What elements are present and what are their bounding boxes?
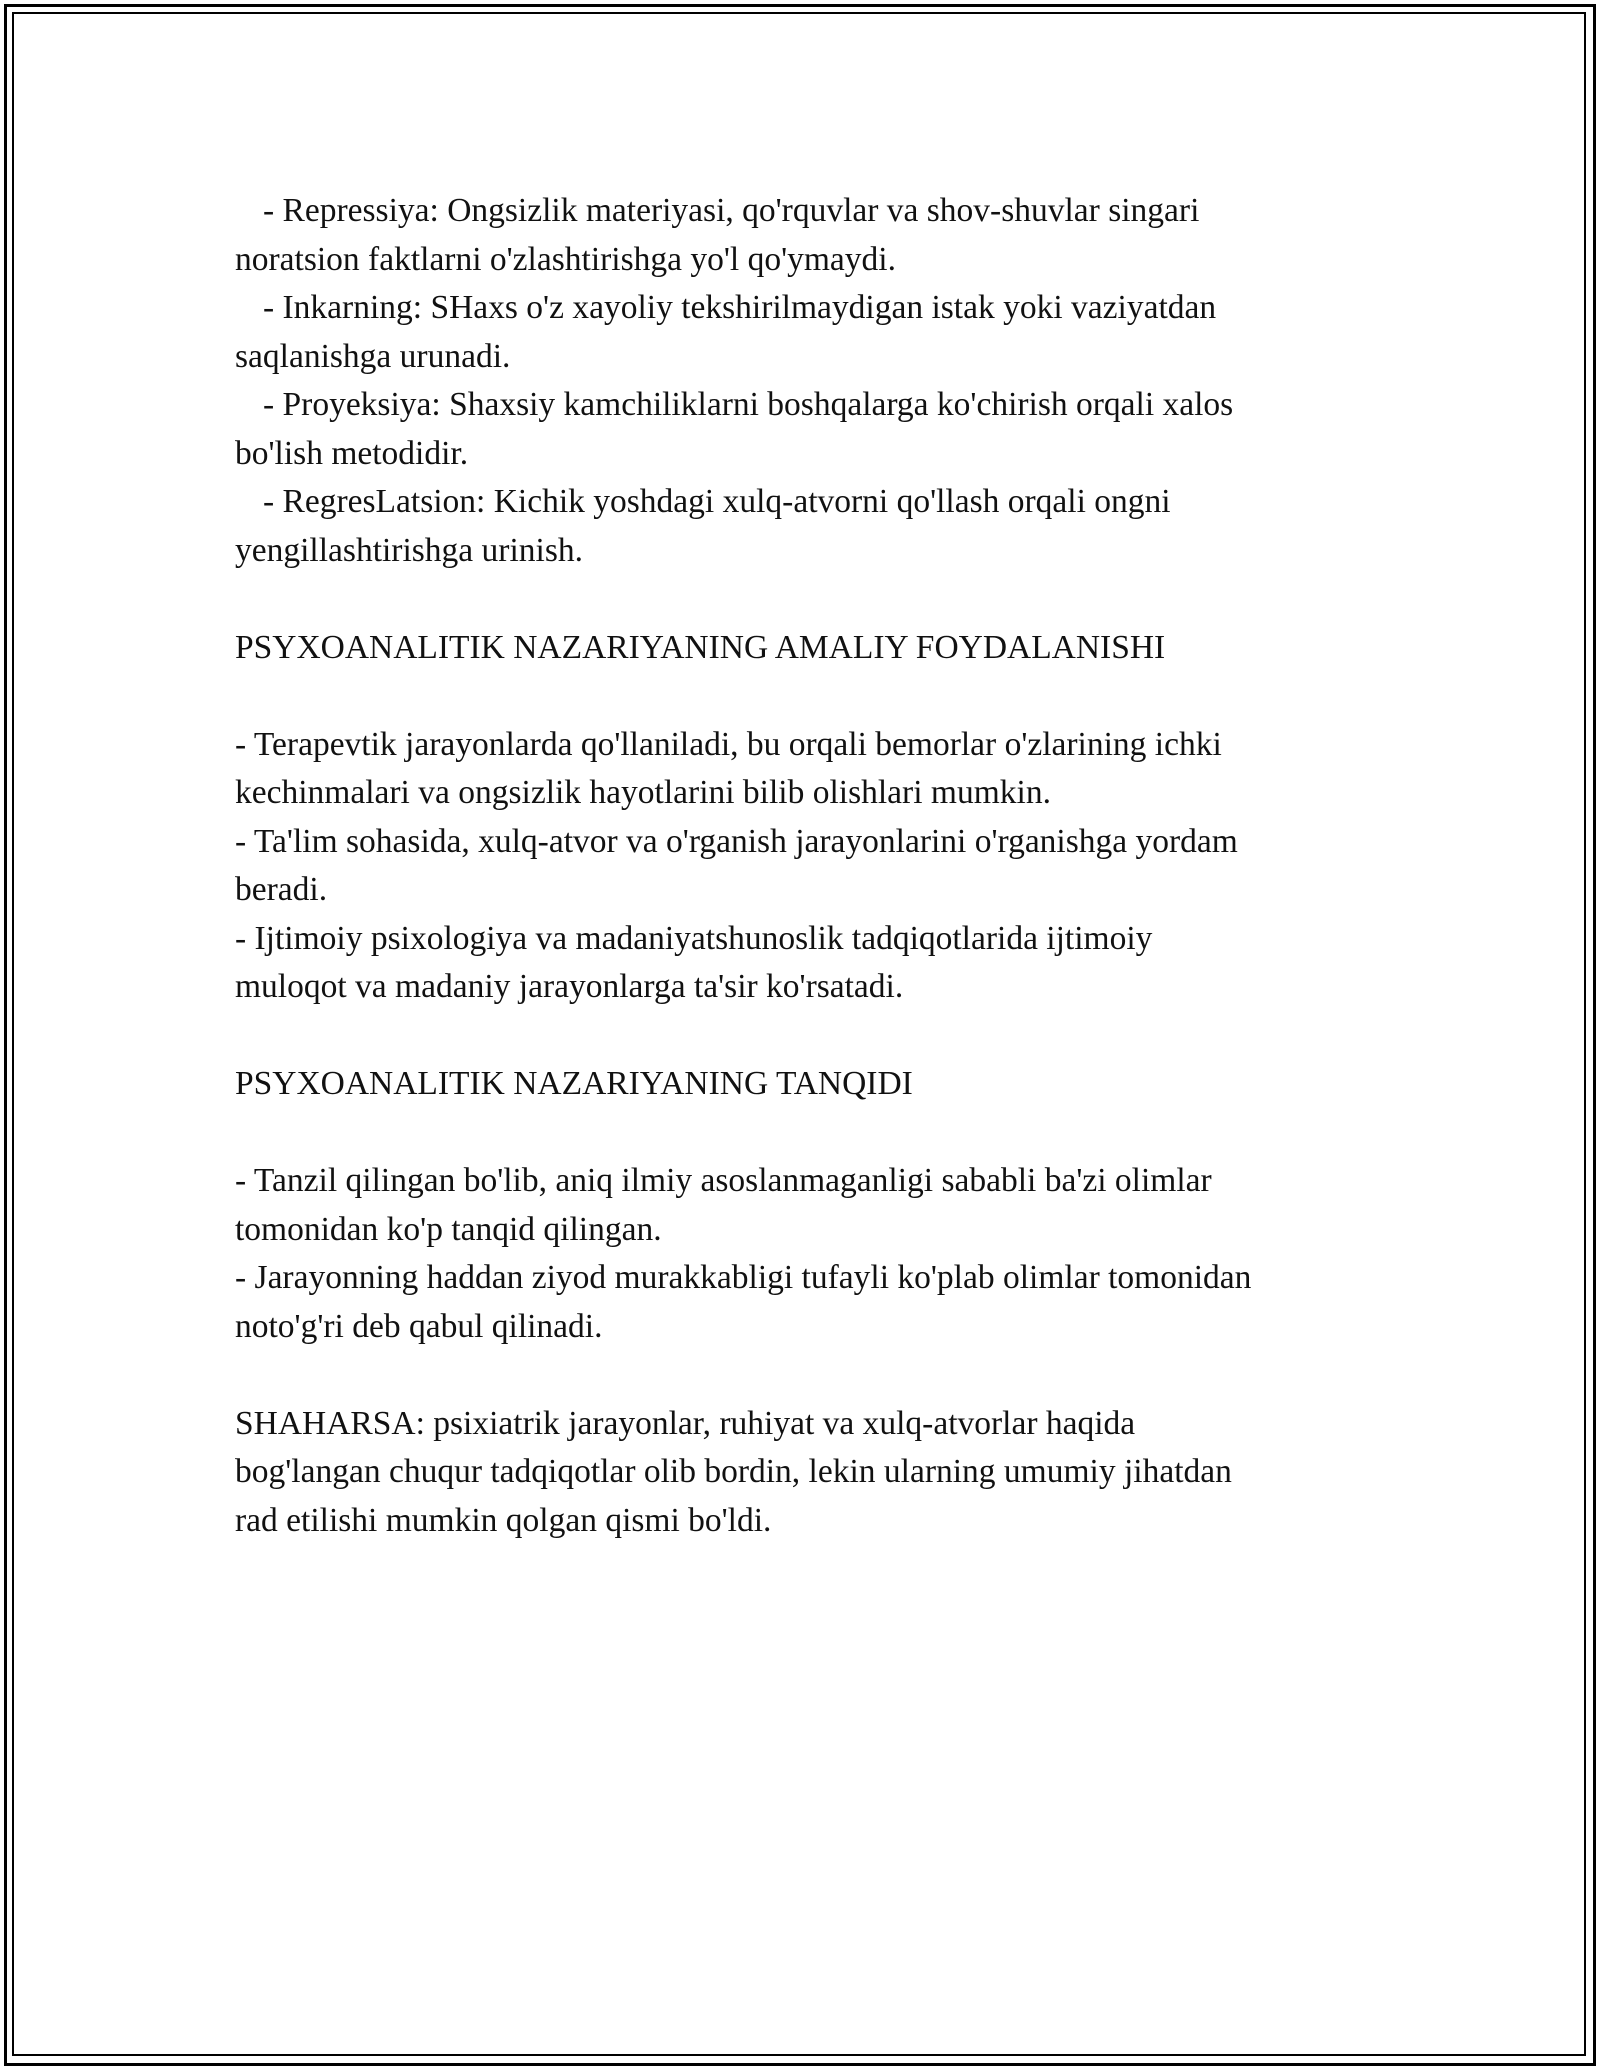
list-item-line: saqlanishga urunadi. bbox=[235, 337, 511, 375]
section-heading-practical-use: PSYXOANALITIK NAZARIYANING AMALIY FOYDALANISHI bbox=[235, 628, 1166, 666]
paragraph-gap bbox=[235, 1351, 1355, 1400]
conclusion-paragraph bbox=[235, 1400, 1355, 1546]
list-item-line: noto'g'ri deb qabul qilinadi. bbox=[235, 1307, 603, 1345]
defense-mechanisms-list bbox=[235, 187, 1355, 575]
list-item bbox=[235, 915, 1355, 1012]
list-item-line: - Tanzil qilingan bo'lib, aniq ilmiy asoslanmaganligi sababli ba'zi olimlar bbox=[235, 1162, 1212, 1199]
conclusion-line: bog'langan chuqur tadqiqotlar olib bordin, lekin ularning umumiy jihatdan bbox=[235, 1453, 1232, 1490]
list-item-line: - Jarayonning haddan ziyod murakkabligi tufayli ko'plab olimlar tomonidan bbox=[235, 1259, 1252, 1296]
conclusion-line: SHAHARSA: psixiatrik jarayonlar, ruhiyat va xulq-atvorlar haqida bbox=[235, 1404, 1136, 1442]
list-item bbox=[235, 1254, 1355, 1351]
list-item-line: bo'lish metodidir. bbox=[235, 434, 469, 472]
list-item-line: beradi. bbox=[235, 871, 328, 908]
paragraph-gap bbox=[235, 575, 1355, 624]
practical-use-list bbox=[235, 721, 1355, 1012]
list-item-line: noratsion faktlarni o'zlashtirishga yo'l qo'ymaydi. bbox=[235, 240, 896, 278]
list-item bbox=[235, 381, 1355, 478]
section-heading-criticism: PSYXOANALITIK NAZARIYANING TANQIDI bbox=[235, 1065, 913, 1102]
list-item-line: muloqot va madaniy jarayonlarga ta'sir ko'rsatadi. bbox=[235, 968, 904, 1005]
conclusion-line: rad etilishi mumkin qolgan qismi bo'ldi. bbox=[235, 1501, 772, 1539]
paragraph-gap bbox=[235, 1109, 1355, 1158]
paragraph-gap bbox=[235, 672, 1355, 721]
document-body bbox=[235, 187, 1355, 1545]
list-item-line: kechinmalari va ongsizlik hayotlarini bilib olishlari mumkin. bbox=[235, 774, 1051, 811]
list-item-line: - Inkarning: SHaxs o'z xayoliy tekshirilmaydigan istak yoki vaziyatdan bbox=[263, 289, 1217, 326]
list-item bbox=[235, 187, 1355, 284]
list-item bbox=[235, 721, 1355, 818]
criticism-list bbox=[235, 1157, 1355, 1351]
list-item-line: - Terapevtik jarayonlarda qo'llaniladi, bu orqali bemorlar o'zlarining ichki bbox=[235, 725, 1222, 763]
list-item-line: - RegresLatsion: Kichik yoshdagi xulq-atvorni qo'llash orqali ongni bbox=[263, 483, 1171, 520]
list-item-line: - Proyeksiya: Shaxsiy kamchiliklarni boshqalarga ko'chirish orqali xalos bbox=[263, 386, 1234, 423]
list-item bbox=[235, 284, 1355, 381]
list-item-line: yengillashtirishga urinish. bbox=[235, 531, 583, 569]
list-item-line: - Ta'lim sohasida, xulq-atvor va o'rganish jarayonlarini o'rganishga yordam bbox=[235, 822, 1238, 860]
list-item bbox=[235, 818, 1355, 915]
list-item bbox=[235, 478, 1355, 575]
list-item bbox=[235, 1157, 1355, 1254]
list-item-line: - Repressiya: Ongsizlik materiyasi, qo'rquvlar va shov-shuvlar singari bbox=[263, 192, 1200, 229]
list-item-line: - Ijtimoiy psixologiya va madaniyatshunoslik tadqiqotlarida ijtimoiy bbox=[235, 919, 1153, 957]
paragraph-gap bbox=[235, 1012, 1355, 1061]
list-item-line: tomonidan ko'p tanqid qilingan. bbox=[235, 1210, 662, 1248]
